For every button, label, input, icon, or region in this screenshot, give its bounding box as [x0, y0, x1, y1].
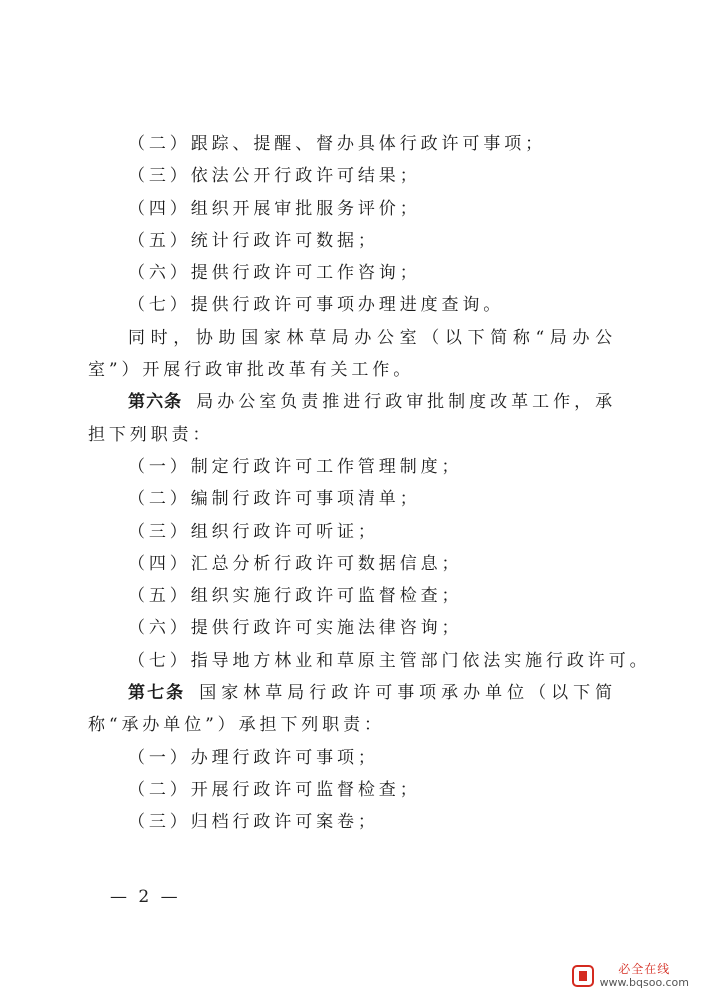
list-item: （七）提供行政许可事项办理进度查询。	[128, 295, 505, 316]
list-item: （五）统计行政许可数据；	[128, 230, 379, 251]
list-item: （五）组织实施行政许可监督检查；	[128, 586, 463, 607]
list-item: （一）办理行政许可事项；	[128, 747, 379, 768]
list-item: （一）制定行政许可工作管理制度；	[128, 456, 463, 477]
watermark-url: www.bqsoo.com	[599, 976, 689, 989]
article-7-text: 国家林草局行政许可事项承办单位（以下简称“承办单位”）承担下列职责：	[88, 683, 617, 736]
document-body	[88, 128, 651, 839]
article-6-label: 第六条	[128, 392, 183, 413]
list-item: （七）指导地方林业和草原主管部门依法实施行政许可。	[128, 650, 651, 671]
list-item: （二）开展行政许可监督检查；	[128, 779, 421, 800]
article-6	[88, 386, 616, 451]
page-number: — 2 —	[110, 887, 181, 907]
list-item: （二）编制行政许可事项清单；	[128, 489, 421, 510]
watermark	[572, 961, 689, 991]
article-6-text: 局办公室负责推进行政审批制度改革工作，承担下列职责：	[88, 392, 617, 445]
article-7	[88, 677, 616, 742]
article-7-label: 第七条	[128, 683, 186, 704]
list-item: （三）组织行政许可听证；	[128, 521, 379, 542]
list-item: （三）依法公开行政许可结果；	[128, 166, 421, 187]
list-item: （六）提供行政许可实施法律咨询；	[128, 618, 463, 639]
watermark-text	[600, 963, 689, 989]
list-item: （四）组织开展审批服务评价；	[128, 198, 421, 219]
watermark-title: 必全在线	[618, 962, 671, 976]
list-item: （六）提供行政许可工作咨询；	[128, 263, 421, 284]
list-item: （三）归档行政许可案卷；	[128, 812, 379, 833]
list-item: （四）汇总分析行政许可数据信息；	[128, 553, 463, 574]
paragraph-coordination: 同时，协助国家林草局办公室（以下简称“局办公室”）开展行政审批改革有关工作。	[88, 327, 616, 381]
bqsoo-logo-icon	[572, 965, 594, 987]
list-item: （二）跟踪、提醒、督办具体行政许可事项；	[128, 134, 546, 154]
